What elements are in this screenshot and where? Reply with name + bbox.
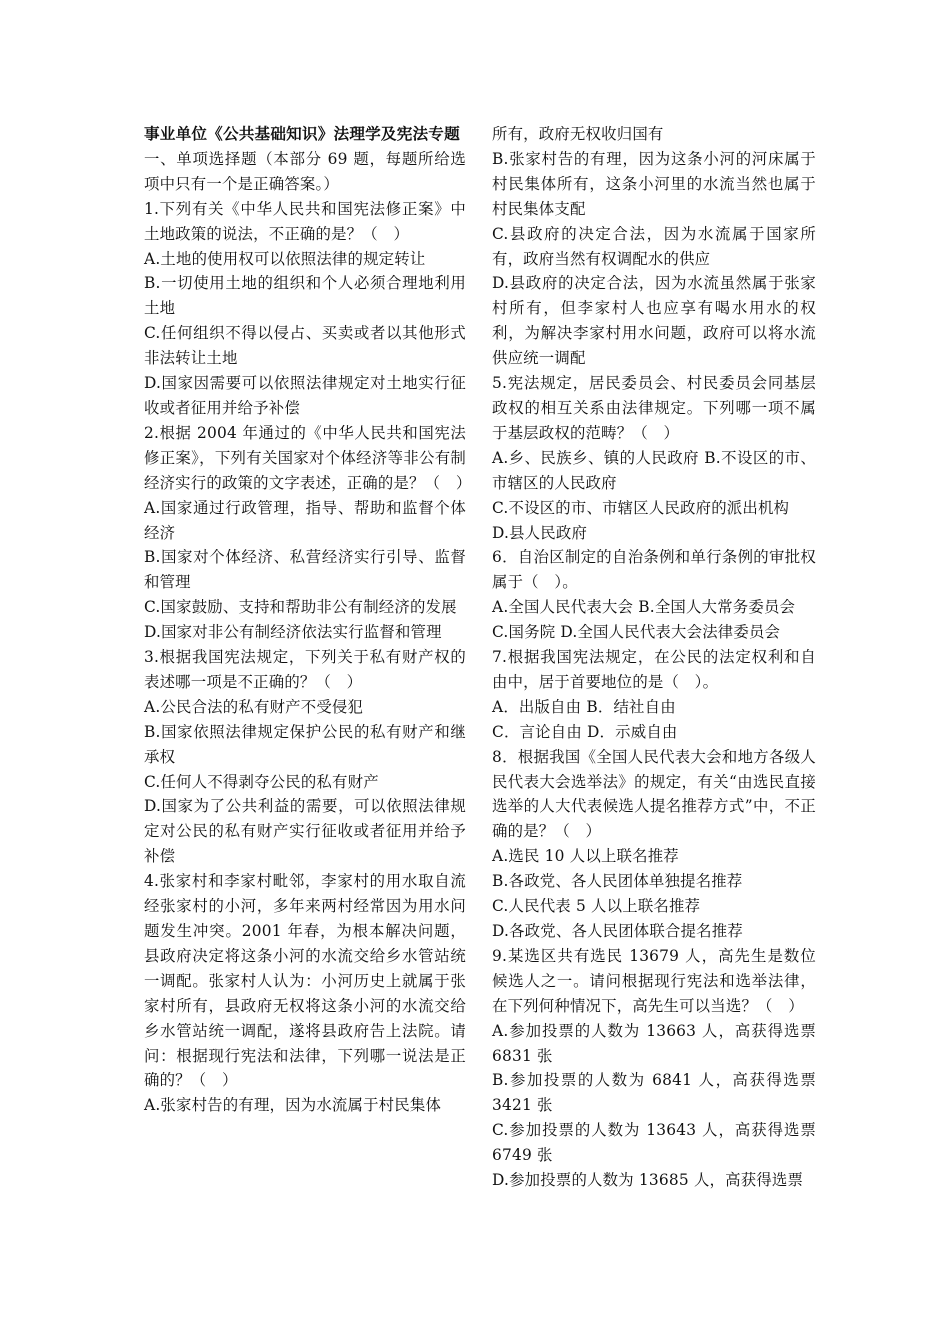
option: A.全国人民代表大会 B.全国人大常务委员会 <box>492 598 796 617</box>
option: A.国家通过行政管理，指导、帮助和监督个体经济 <box>144 498 466 542</box>
paragraph: 一、单项选择题（本部分 69 题，每题所给选项中只有一个是正确答案。） <box>144 149 466 193</box>
question: 1.下列有关《中华人民共和国宪法修正案》中土地政策的说法，不正确的是？（ ） <box>144 199 466 243</box>
question: 2.根据 2004 年通过的《中华人民共和国宪法修正案》，下列有关国家对个体经济等非公有制经济实行的政策的文字表述，正确的是？（ ） <box>144 423 472 492</box>
option: C.任何组织不得以侵占、买卖或者以其他形式非法转让土地 <box>144 324 466 368</box>
option: D.国家为了公共利益的需要，可以依照法律规定对公民的私有财产实行征收或者征用并给予补偿 <box>144 797 466 866</box>
question: 5.宪法规定，居民委员会、村民委员会同基层政权的相互关系由法律规定。下列哪一项不属于基层政权的范畴？（ ） <box>492 374 816 442</box>
option-continued: 所有，政府无权收归国有 <box>492 125 664 143</box>
option: D.县人民政府 <box>492 523 588 542</box>
option: C.任何人不得剥夺公民的私有财产 <box>144 772 379 791</box>
option: C.参加投票的人数为 13643 人，高获得选票 6749 张 <box>492 1121 816 1165</box>
option: B.各政党、各人民团体单独提名推荐 <box>492 872 743 891</box>
option: A.选民 10 人以上联名推荐 <box>492 847 679 866</box>
option: B.张家村告的有理，因为这条小河的河床属于村民集体所有，这条小河里的水流当然也属于村民集体支配 <box>492 149 816 218</box>
option: C.人民代表 5 人以上联名推荐 <box>492 897 701 916</box>
option: A.土地的使用权可以依照法律的规定转让 <box>144 249 426 268</box>
option: A.乡、民族乡、镇的人民政府 B.不设区的市、市辖区的人民政府 <box>492 448 816 492</box>
option: B.一切使用土地的组织和个人必须合理地利用土地 <box>144 274 466 318</box>
question: 6．自治区制定的自治条例和单行条例的审批权属于（ ）。 <box>492 548 816 592</box>
option: B.参加投票的人数为 6841 人，高获得选票 3421 张 <box>492 1071 816 1115</box>
option: D.参加投票的人数为 13685 人，高获得选票 <box>492 1171 804 1190</box>
option: A.公民合法的私有财产不受侵犯 <box>144 697 364 716</box>
option: D.各政党、各人民团体联合提名推荐 <box>492 922 743 940</box>
right-column <box>492 122 816 1193</box>
option: B.国家对个体经济、私营经济实行引导、监督和管理 <box>144 548 466 592</box>
option: C.国务院 D.全国人民代表大会法律委员会 <box>492 623 781 642</box>
option: C．言论自由 D．示威自由 <box>492 722 678 741</box>
document-title: 事业单位《公共基础知识》法理学及宪法专题 <box>144 124 460 143</box>
option: C.县政府的决定合法，因为水流属于国家所有，政府当然有权调配水的供应 <box>492 224 816 268</box>
option: D.县政府的决定合法，因为水流虽然属于张家村所有，但李家村人也应享有喝水用水的权利，为解决李家村用水问题，政府可以将水流供应统一调配 <box>492 274 816 368</box>
option: C.不设区的市、市辖区人民政府的派出机构 <box>492 498 790 517</box>
option: A.参加投票的人数为 13663 人，高获得选票 6831 张 <box>492 1021 816 1065</box>
option: B.国家依照法律规定保护公民的私有财产和继承权 <box>144 722 466 766</box>
question: 9.某选区共有选民 13679 人，高先生是数位候选人之一。请问根据现行宪法和选举法律，在下列何种情况下，高先生可以当选？（ ） <box>492 946 816 1015</box>
option: D.国家因需要可以依照法律规定对土地实行征收或者征用并给予补偿 <box>144 374 466 417</box>
left-column <box>144 122 472 1118</box>
question: 4.张家村和李家村毗邻，李家村的用水取自流经张家村的小河，多年来两村经常因为用水问题发生冲突。2001 年春，为根本解决问题，县政府决定将这条小河的水流交给乡水管站统一调配。张家村人认为：小河历史上就属于张家村所有，县政府无权将这条小河的水流交给乡水管站统一调配，遂将县政府告上法院。请问：根据现行宪法和法律，下列哪一说法是正确的？（ ） <box>144 872 466 1090</box>
option: C.国家鼓励、支持和帮助非公有制经济的发展 <box>144 598 457 617</box>
option: A.张家村告的有理，因为水流属于村民集体 <box>144 1096 442 1115</box>
question: 8．根据我国《全国人民代表大会和地方各级人民代表大会选举法》的规定，有关“由选民直接选举的人大代表候选人提名推荐方式”中，不正确的是？（ ） <box>492 747 816 841</box>
option: A．出版自由 B．结社自由 <box>492 697 676 716</box>
question: 3.根据我国宪法规定，下列关于私有财产权的表述哪一项是不正确的？（ ） <box>144 648 466 691</box>
question: 7.根据我国宪法规定，在公民的法定权利和自由中，居于首要地位的是（ ）。 <box>492 648 816 691</box>
option: D.国家对非公有制经济依法实行监督和管理 <box>144 623 442 642</box>
